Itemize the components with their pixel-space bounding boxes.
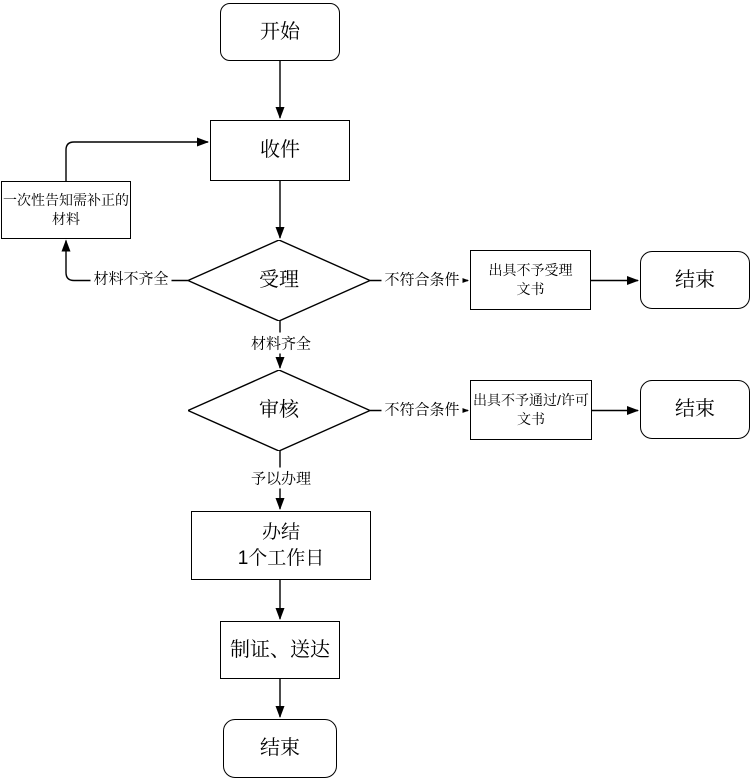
- edge-label-materials-complete: 材料齐全: [248, 333, 314, 354]
- node-complete-line2: 1个工作日: [237, 547, 325, 569]
- node-end-1: [640, 251, 750, 309]
- edge-label-not-qualified-2: 不符合条件: [381, 399, 462, 420]
- node-end-3: [223, 719, 337, 778]
- node-receive: [210, 120, 350, 181]
- node-reject-pass-doc: [470, 380, 592, 440]
- node-review-decision: [188, 370, 370, 451]
- node-review-label: 审核: [259, 399, 299, 421]
- node-reject-accept-doc-line1: 出具不予受理: [488, 262, 573, 279]
- node-issue-deliver: [220, 621, 340, 679]
- node-complete: [191, 511, 371, 580]
- node-reject-pass-doc-line2: 文书: [517, 411, 545, 427]
- node-supplement-note-line1: 一次性告知需补正的: [3, 192, 129, 209]
- node-complete-line1: 办结: [261, 521, 300, 543]
- node-start-label: 开始: [260, 20, 300, 43]
- node-supplement-note: [1, 181, 131, 239]
- edge-label-not-qualified-1: 不符合条件: [381, 269, 462, 290]
- node-reject-accept-doc: [470, 250, 591, 310]
- node-issue-deliver-label: 制证、送达: [230, 638, 330, 661]
- node-supplement-note-line2: 材料: [52, 211, 80, 227]
- node-start: [220, 3, 340, 61]
- edge-label-approved: 予以办理: [248, 468, 314, 489]
- node-end-2-label: 结束: [675, 398, 715, 420]
- edge-label-materials-incomplete: 材料不齐全: [90, 268, 171, 289]
- node-accept-label: 受理: [259, 269, 299, 291]
- edge-note-to-receive: [66, 142, 208, 181]
- node-receive-label: 收件: [260, 139, 300, 161]
- node-end-2: [640, 380, 750, 439]
- node-reject-pass-doc-line1: 出具不予通过/许可: [473, 392, 589, 409]
- node-end-3-label: 结束: [260, 737, 300, 759]
- node-end-1-label: 结束: [675, 268, 715, 291]
- node-accept-decision: [188, 240, 370, 321]
- node-reject-accept-doc-line2: 文书: [516, 281, 545, 297]
